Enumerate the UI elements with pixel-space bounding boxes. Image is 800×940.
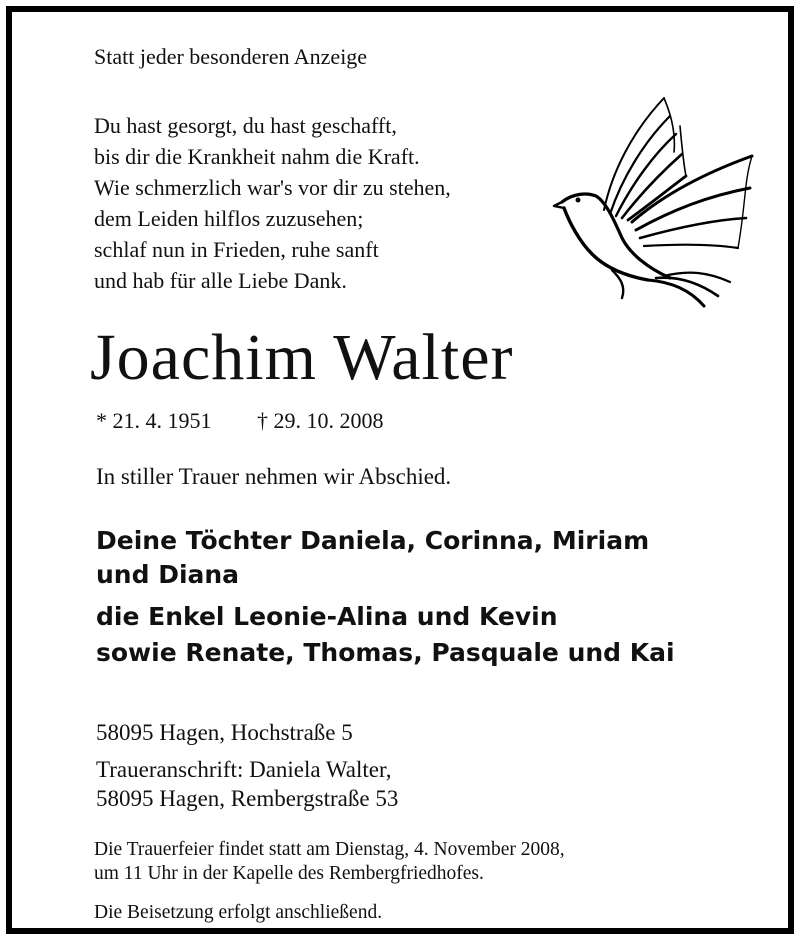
poem-line: Wie schmerzlich war's vor dir zu stehen, — [94, 175, 451, 200]
addresses — [96, 718, 398, 813]
mourning-address-line: 58095 Hagen, Rembergstraße 53 — [96, 786, 399, 811]
death-date: † 29. 10. 2008 — [257, 408, 384, 433]
mourning-address-line: Traueranschrift: Daniela Walter, — [96, 757, 392, 782]
dove-icon — [552, 92, 762, 312]
poem-line: dem Leiden hilflos zuzusehen; — [94, 206, 364, 231]
mourner-line: Deine Töchter Daniela, Corinna, Miriam — [96, 526, 650, 555]
burial-info: Die Beisetzung erfolgt anschließend. — [94, 902, 383, 923]
ceremony-info — [94, 838, 565, 886]
header-text: Statt jeder besonderen Anzeige — [94, 44, 368, 69]
home-address: 58095 Hagen, Hochstraße 5 — [96, 720, 353, 745]
ceremony-line: um 11 Uhr in der Kapelle des Rembergfriedhofes. — [94, 863, 484, 884]
ceremony-line: Die Trauerfeier findet statt am Dienstag, 4. November 2008, — [94, 839, 565, 860]
deceased-name: Joachim Walter — [90, 321, 514, 394]
mourner-line: sowie Renate, Thomas, Pasquale und Kai — [96, 638, 675, 667]
poem-line: Du hast gesorgt, du hast geschafft, — [94, 113, 397, 138]
poem-line: und hab für alle Liebe Dank. — [94, 268, 347, 293]
mourner-line: und Diana — [96, 560, 240, 589]
mourners — [96, 524, 675, 670]
poem-line: schlaf nun in Frieden, ruhe sanft — [94, 237, 379, 262]
life-dates — [96, 408, 384, 434]
poem — [94, 110, 451, 296]
mourner-line: die Enkel Leonie-Alina und Kevin — [96, 602, 558, 631]
farewell-text: In stiller Trauer nehmen wir Abschied. — [96, 464, 452, 489]
obituary-card — [6, 6, 794, 934]
poem-line: bis dir die Krankheit nahm die Kraft. — [94, 144, 420, 169]
birth-date: * 21. 4. 1951 — [96, 408, 212, 433]
